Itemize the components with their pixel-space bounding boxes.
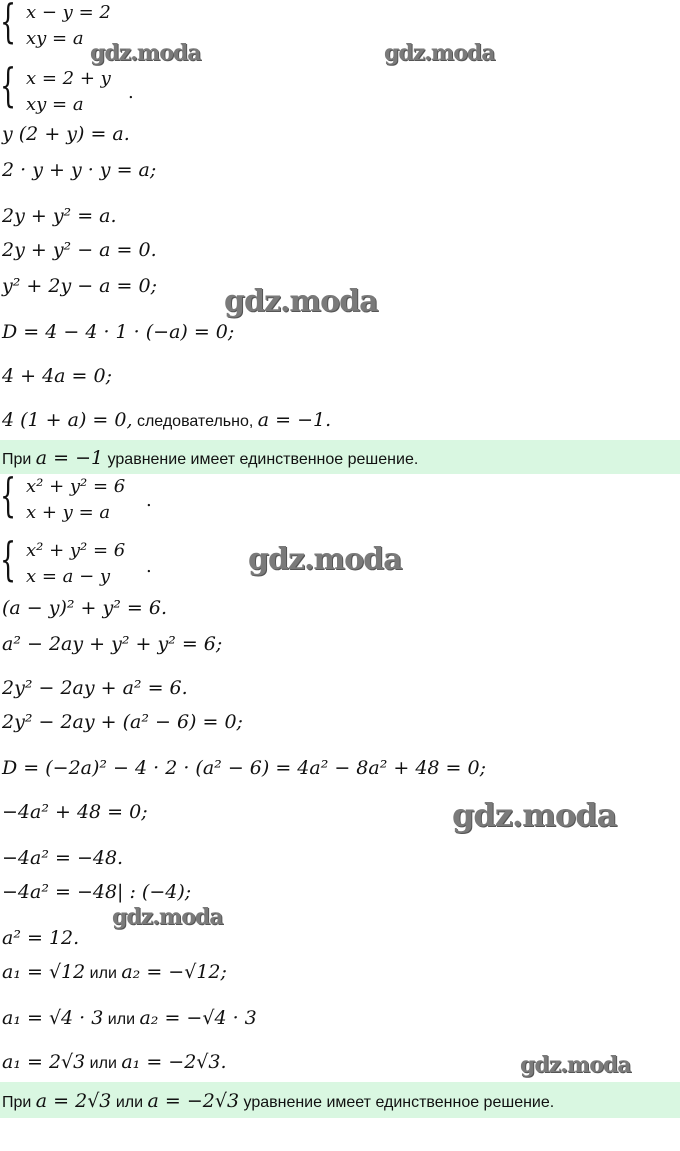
answer-2-math-2: a = −2√3	[147, 1090, 240, 1112]
conclusion-math-1: 4 (1 + a) = 0,	[2, 409, 133, 431]
watermark: gdz.moda	[112, 904, 223, 930]
root-b: a₂ = −√4 · 3	[139, 1007, 257, 1029]
equation-line: y² + 2y − a = 0;	[2, 275, 157, 297]
equation-line: −4a² + 48 = 0;	[2, 801, 148, 823]
answer-1-text	[2, 447, 418, 469]
brace-icon: {	[0, 58, 17, 112]
roots-line-2	[2, 1006, 257, 1032]
equation-line: a² − 2ay + y² + y² = 6;	[2, 633, 223, 655]
root-a: a₁ = √4 · 3	[2, 1007, 104, 1029]
equation-line: y (2 + y) = a.	[2, 123, 130, 145]
equation-line: 2y + y² − a = 0.	[2, 239, 157, 261]
answer-highlight-1	[0, 440, 680, 474]
equation-line: (a − y)² + y² = 6.	[2, 597, 167, 619]
system-1-row-1: x − y = 2	[26, 2, 111, 23]
watermark: gdz.moda	[224, 284, 378, 319]
system-2-end: .	[128, 82, 134, 103]
equation-line: a² = 12.	[2, 927, 80, 949]
answer-2-math-1: a = 2√3	[35, 1090, 112, 1112]
system-2-row-2: xy = a	[26, 94, 84, 115]
brace-icon: {	[0, 0, 17, 48]
system-3-end: .	[146, 490, 152, 511]
system-4-row-2: x = a − y	[26, 566, 111, 587]
answer-2-pre: При	[2, 1094, 36, 1111]
answer-2-post: уравнение имеет единственное решение.	[239, 1094, 555, 1111]
watermark: gdz.moda	[452, 796, 617, 834]
equation-line: 2y² − 2ay + (a² − 6) = 0;	[2, 711, 243, 733]
equation-line: 2y² − 2ay + a² = 6.	[2, 677, 188, 699]
brace-icon: {	[0, 532, 17, 586]
system-4-end: .	[146, 556, 152, 577]
system-1-row-2: xy = a	[26, 28, 84, 49]
conclusion-line	[2, 408, 331, 434]
equation-line: 2 · y + y · y = a;	[2, 159, 157, 181]
watermark: gdz.moda	[384, 40, 495, 66]
system-2-row-1: x = 2 + y	[26, 68, 111, 89]
answer-1-math: a = −1	[35, 447, 104, 469]
system-3-row-1: x² + y² = 6	[26, 476, 126, 497]
or-text: или	[85, 965, 122, 982]
conclusion-text: следовательно,	[132, 413, 258, 430]
answer-1-pre: При	[2, 451, 36, 468]
watermark: gdz.moda	[248, 542, 402, 577]
or-text: или	[85, 1055, 122, 1072]
equation-line: 4 + 4a = 0;	[2, 365, 112, 387]
or-text: или	[103, 1011, 140, 1028]
system-3-row-2: x + y = a	[26, 502, 111, 523]
brace-icon: {	[0, 468, 17, 522]
equation-line: −4a² = −48.	[2, 847, 124, 869]
system-4-row-1: x² + y² = 6	[26, 540, 126, 561]
equation-line: D = 4 − 4 · 1 · (−a) = 0;	[2, 321, 235, 343]
root-b: a₂ = −√12;	[121, 961, 227, 983]
roots-line-1	[2, 960, 227, 986]
watermark: gdz.moda	[520, 1052, 631, 1078]
watermark: gdz.moda	[90, 40, 201, 66]
root-a: a₁ = √12	[2, 961, 86, 983]
root-a: a₁ = 2√3	[2, 1051, 86, 1073]
roots-line-3	[2, 1050, 227, 1076]
root-b: a₁ = −2√3.	[121, 1051, 227, 1073]
answer-1-post: уравнение имеет единственное решение.	[103, 451, 419, 468]
equation-line: D = (−2a)² − 4 · 2 · (a² − 6) = 4a² − 8a² + 48 = 0;	[2, 757, 487, 779]
answer-2-text	[2, 1090, 554, 1112]
answer-highlight-2	[0, 1082, 680, 1118]
equation-line: −4a² = −48| : (−4);	[2, 881, 192, 903]
answer-2-or: или	[111, 1094, 148, 1111]
conclusion-math-2: a = −1.	[257, 409, 332, 431]
equation-line: 2y + y² = a.	[2, 205, 117, 227]
